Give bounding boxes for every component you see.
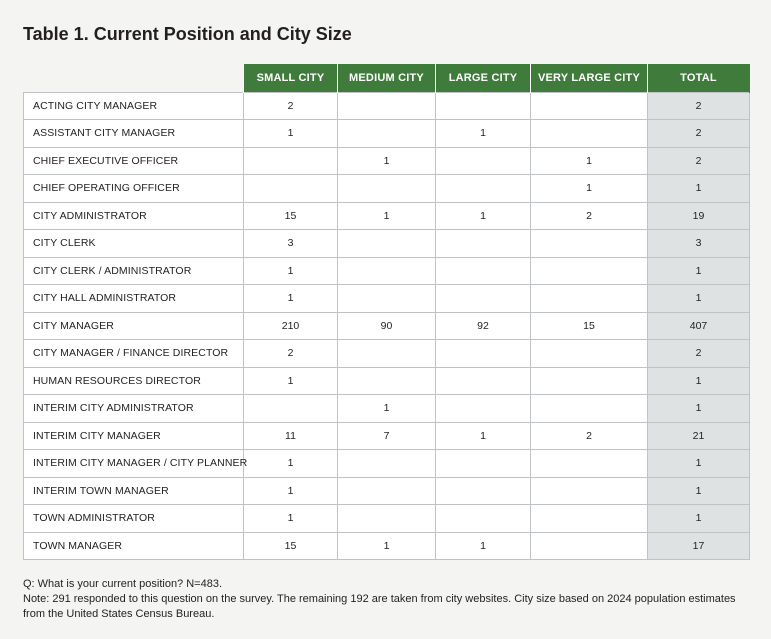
large-city-cell [436, 477, 531, 505]
large-city-cell: 1 [436, 422, 531, 450]
footer-note-line-2: from the United States Census Bureau. [23, 608, 215, 620]
small-city-cell: 15 [244, 532, 338, 560]
very-large-city-cell [531, 92, 648, 120]
medium-city-cell [338, 505, 436, 533]
very-large-city-cell: 1 [531, 175, 648, 203]
medium-city-cell [338, 477, 436, 505]
table-row [24, 477, 750, 505]
column-header-large-city: LARGE CITY [436, 64, 531, 92]
column-header-medium-city: MEDIUM CITY [338, 64, 436, 92]
medium-city-cell [338, 230, 436, 258]
large-city-cell [436, 230, 531, 258]
table-body [24, 92, 750, 560]
table-row [24, 257, 750, 285]
total-cell: 1 [648, 505, 750, 533]
medium-city-cell [338, 340, 436, 368]
row-label: CHIEF OPERATING OFFICER [24, 175, 244, 203]
medium-city-cell: 90 [338, 312, 436, 340]
large-city-cell: 1 [436, 532, 531, 560]
total-cell: 407 [648, 312, 750, 340]
medium-city-cell [338, 285, 436, 313]
small-city-cell: 1 [244, 477, 338, 505]
very-large-city-cell [531, 450, 648, 478]
page-title: Table 1. Current Position and City Size [23, 24, 352, 44]
medium-city-cell: 7 [338, 422, 436, 450]
total-cell: 1 [648, 257, 750, 285]
small-city-cell: 1 [244, 367, 338, 395]
medium-city-cell: 1 [338, 202, 436, 230]
small-city-cell: 1 [244, 450, 338, 478]
large-city-cell: 92 [436, 312, 531, 340]
very-large-city-cell [531, 230, 648, 258]
total-cell: 1 [648, 477, 750, 505]
total-cell: 2 [648, 120, 750, 148]
total-cell: 1 [648, 367, 750, 395]
table-row [24, 202, 750, 230]
table-row [24, 532, 750, 560]
large-city-cell: 1 [436, 202, 531, 230]
table-row [24, 422, 750, 450]
table-row [24, 505, 750, 533]
very-large-city-cell [531, 257, 648, 285]
table-row [24, 147, 750, 175]
medium-city-cell [338, 367, 436, 395]
small-city-cell: 3 [244, 230, 338, 258]
total-cell: 2 [648, 147, 750, 175]
total-cell: 19 [648, 202, 750, 230]
small-city-cell: 2 [244, 92, 338, 120]
small-city-cell: 1 [244, 120, 338, 148]
small-city-cell: 11 [244, 422, 338, 450]
position-city-size-table [23, 64, 750, 560]
large-city-cell [436, 285, 531, 313]
table-row [24, 367, 750, 395]
very-large-city-cell: 15 [531, 312, 648, 340]
medium-city-cell [338, 450, 436, 478]
very-large-city-cell [531, 395, 648, 423]
medium-city-cell [338, 92, 436, 120]
row-label: CHIEF EXECUTIVE OFFICER [24, 147, 244, 175]
medium-city-cell [338, 257, 436, 285]
row-label: CITY MANAGER [24, 312, 244, 340]
large-city-cell [436, 367, 531, 395]
row-label: ACTING CITY MANAGER [24, 92, 244, 120]
very-large-city-cell [531, 285, 648, 313]
large-city-cell [436, 257, 531, 285]
large-city-cell [436, 92, 531, 120]
table-row [24, 312, 750, 340]
column-header-total: TOTAL [648, 64, 750, 92]
small-city-cell [244, 175, 338, 203]
table-row [24, 92, 750, 120]
small-city-cell: 2 [244, 340, 338, 368]
very-large-city-cell [531, 505, 648, 533]
table-row [24, 285, 750, 313]
row-label: CITY MANAGER / FINANCE DIRECTOR [24, 340, 244, 368]
small-city-cell [244, 395, 338, 423]
very-large-city-cell [531, 532, 648, 560]
row-label: INTERIM TOWN MANAGER [24, 477, 244, 505]
large-city-cell [436, 395, 531, 423]
table-row [24, 120, 750, 148]
row-label: TOWN MANAGER [24, 532, 244, 560]
total-cell: 1 [648, 450, 750, 478]
large-city-cell: 1 [436, 120, 531, 148]
table-row [24, 230, 750, 258]
small-city-cell: 1 [244, 257, 338, 285]
row-label: TOWN ADMINISTRATOR [24, 505, 244, 533]
total-cell: 1 [648, 175, 750, 203]
total-cell: 1 [648, 285, 750, 313]
row-label: INTERIM CITY MANAGER [24, 422, 244, 450]
table-row [24, 175, 750, 203]
total-cell: 1 [648, 395, 750, 423]
large-city-cell [436, 340, 531, 368]
very-large-city-cell: 2 [531, 422, 648, 450]
small-city-cell [244, 147, 338, 175]
row-label: INTERIM CITY MANAGER / CITY PLANNER [24, 450, 244, 478]
medium-city-cell: 1 [338, 147, 436, 175]
very-large-city-cell [531, 340, 648, 368]
row-label: INTERIM CITY ADMINISTRATOR [24, 395, 244, 423]
medium-city-cell [338, 120, 436, 148]
large-city-cell [436, 147, 531, 175]
very-large-city-cell [531, 120, 648, 148]
medium-city-cell: 1 [338, 395, 436, 423]
row-label: CITY CLERK / ADMINISTRATOR [24, 257, 244, 285]
row-label: CITY HALL ADMINISTRATOR [24, 285, 244, 313]
medium-city-cell: 1 [338, 532, 436, 560]
row-label: CITY ADMINISTRATOR [24, 202, 244, 230]
small-city-cell: 210 [244, 312, 338, 340]
row-label: HUMAN RESOURCES DIRECTOR [24, 367, 244, 395]
row-label: CITY CLERK [24, 230, 244, 258]
total-cell: 2 [648, 340, 750, 368]
small-city-cell: 15 [244, 202, 338, 230]
total-cell: 3 [648, 230, 750, 258]
large-city-cell [436, 450, 531, 478]
small-city-cell: 1 [244, 285, 338, 313]
table-footer [23, 577, 753, 622]
very-large-city-cell [531, 367, 648, 395]
large-city-cell [436, 505, 531, 533]
table-row [24, 395, 750, 423]
medium-city-cell [338, 175, 436, 203]
total-cell: 17 [648, 532, 750, 560]
large-city-cell [436, 175, 531, 203]
header-row [24, 64, 750, 92]
very-large-city-cell [531, 477, 648, 505]
very-large-city-cell: 2 [531, 202, 648, 230]
very-large-city-cell: 1 [531, 147, 648, 175]
header-corner [24, 64, 244, 92]
table-row [24, 450, 750, 478]
row-label: ASSISTANT CITY MANAGER [24, 120, 244, 148]
total-cell: 2 [648, 92, 750, 120]
footer-question: Q: What is your current position? N=483. [23, 578, 223, 590]
column-header-very-large-city: VERY LARGE CITY [531, 64, 648, 92]
small-city-cell: 1 [244, 505, 338, 533]
column-header-small-city: SMALL CITY [244, 64, 338, 92]
table-row [24, 340, 750, 368]
footer-note-line-1: Note: 291 responded to this question on the survey. The remaining 192 are taken from city websites. City size based on 2024 population estimates [23, 593, 736, 605]
total-cell: 21 [648, 422, 750, 450]
